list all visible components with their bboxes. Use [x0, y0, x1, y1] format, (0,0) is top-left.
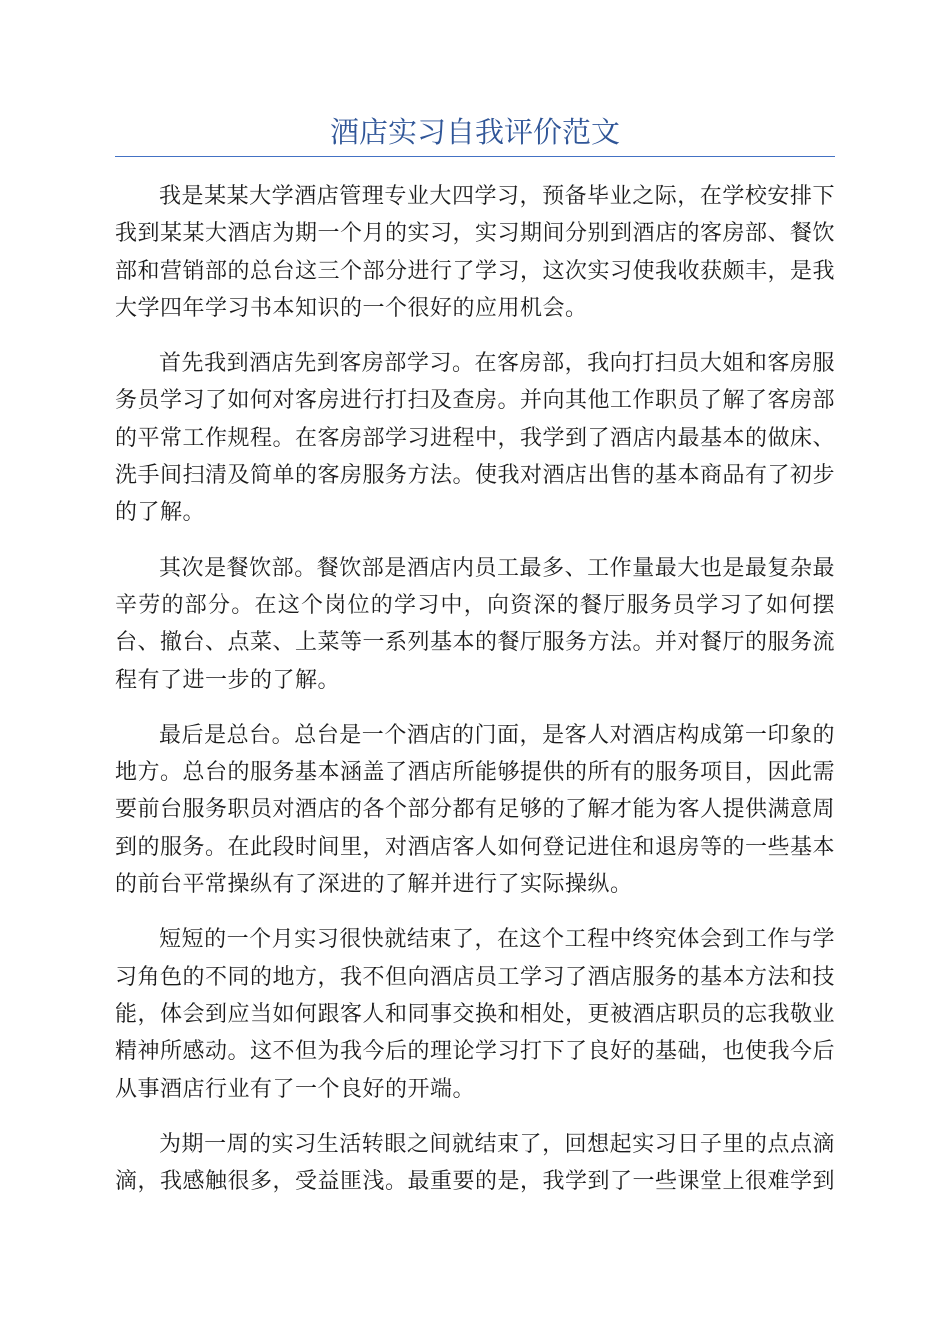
paragraph: 最后是总台。总台是一个酒店的门面，是客人对酒店构成第一印象的地方。总台的服务基本涵盖了酒店所能够提供的所有的服务项目，因此需要前台服务职员对酒店的各个部分都有足够的了解才能为客人提供满意周到的服务。在此段时间里，对酒店客人如何登记进住和退房等的一些基本的前台平常操纵有了深进的了解并进行了实际操纵。: [115, 722, 836, 898]
paragraph: 我是某某大学酒店管理专业大四学习，预备毕业之际，在学校安排下我到某某大酒店为期一个月的实习，实习期间分别到酒店的客房部、餐饮部和营销部的总台这三个部分进行了学习，这次实习使我收获颇丰，是我大学四年学习书本知识的一个很好的应用机会。: [115, 184, 836, 321]
document-page: [115, 110, 835, 1218]
document-title: 酒店实习自我评价范文: [115, 110, 835, 157]
document-body: [115, 178, 835, 1200]
paragraph: 为期一周的实习生活转眼之间就结束了，回想起实习日子里的点点滴滴，我感触很多，受益匪浅。最重要的是，我学到了一些课堂上很难学到: [115, 1131, 836, 1195]
paragraph: 首先我到酒店先到客房部学习。在客房部，我向打扫员大姐和客房服务员学习了如何对客房进行打扫及查房。并向其他工作职员了解了客房部的平常工作规程。在客房部学习进程中，我学到了酒店内最基本的做床、洗手间扫清及简单的客房服务方法。使我对酒店出售的基本商品有了初步的了解。: [115, 351, 836, 526]
paragraph: 其次是餐饮部。餐饮部是酒店内员工最多、工作量最大也是最复杂最辛劳的部分。在这个岗位的学习中，向资深的餐厅服务员学习了如何摆台、撤台、点菜、上菜等一系列基本的餐厅服务方法。并对餐厅的服务流程有了进一步的了解。: [115, 555, 836, 693]
paragraph: 短短的一个月实习很快就结束了，在这个工程中终究体会到工作与学习角色的不同的地方，我不但向酒店员工学习了酒店服务的基本方法和技能，体会到应当如何跟客人和同事交换和相处，更被酒店职员的忘我敬业精神所感动。这不但为我今后的理论学习打下了良好的基础，也使我今后从事酒店行业有了一个良好的开端。: [115, 927, 836, 1102]
